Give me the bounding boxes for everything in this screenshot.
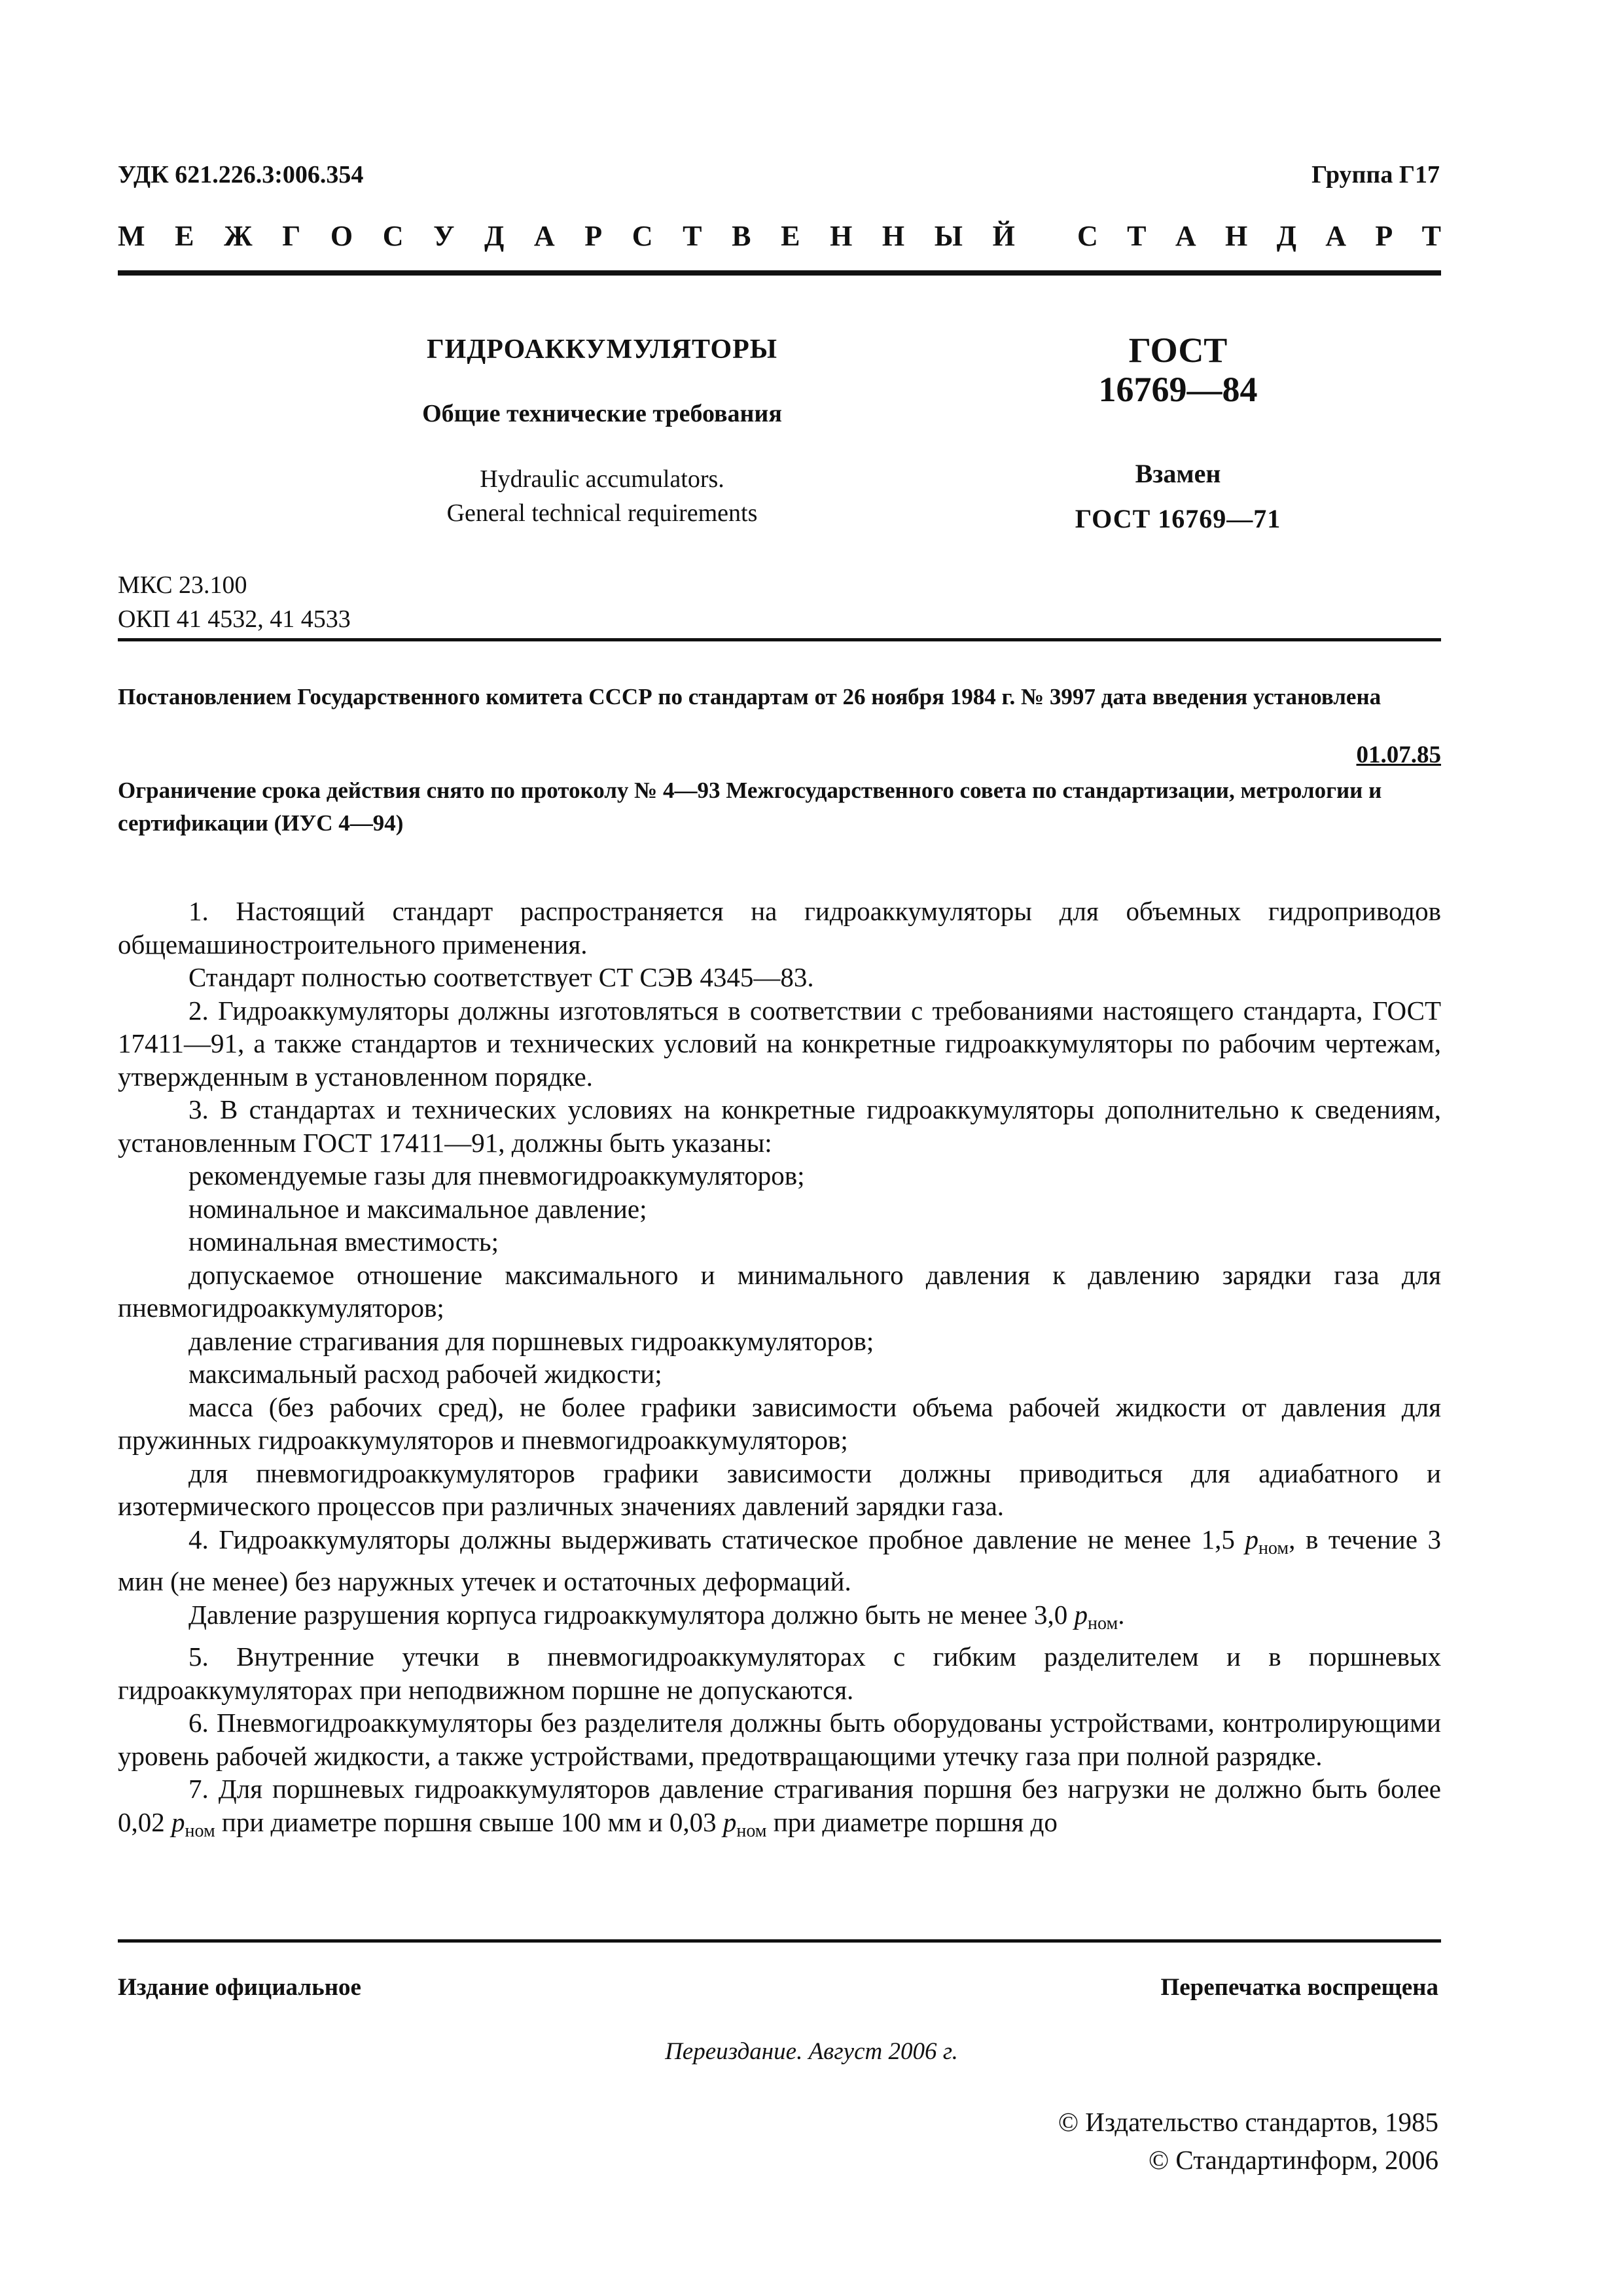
clause-4-burst-pressure xyxy=(118,1598,1441,1641)
clause-2: 2. Гидроаккумуляторы должны изготовляться в соответствии с требованиями настоящего стандарта, ГОСТ 17411—91, а также стандартов и технических условий на конкретные гидроаккумуляторы по рабочим чертежам, утвержденным в установленном порядке. xyxy=(118,995,1441,1092)
banner-interstate-letter: Е xyxy=(175,219,194,252)
clause-7-text-a: 7. Для поршневых гидроаккумуляторов давление страгивания поршня без нагрузки не должно быть более 0,02 xyxy=(118,1774,1441,1837)
clause-3-item: допускаемое отношение максимального и минимального давления к давлению зарядки газа для пневмогидроаккумуляторов; xyxy=(118,1259,1441,1323)
udk-code: УДК 621.226.3:006.354 xyxy=(118,161,364,188)
replaces-number: ГОСТ 16769—71 xyxy=(1075,504,1281,533)
clause-3: 3. В стандартах и технических условиях на конкретные гидроаккумуляторы дополнительно к сведениям, установленным ГОСТ 17411—91, должны быть указаны: xyxy=(118,1094,1441,1158)
p-nom-subscript: ном xyxy=(185,1820,215,1841)
banner-interstate-letter: Г xyxy=(282,219,301,252)
p-nom-subscript: ном xyxy=(1258,1537,1289,1558)
copyright-block xyxy=(1058,2103,1438,2179)
group-code: Группа Г17 xyxy=(1311,161,1440,188)
banner-interstate-letter: С xyxy=(382,219,404,252)
english-title-line2: General technical requirements xyxy=(446,499,758,527)
clause-3-item: максимальный расход рабочей жидкости; xyxy=(188,1359,662,1389)
clause-1: 1. Настоящий стандарт распространяется на гидроаккумуляторы для объемных гидроприводов общемашиностроительного применения. xyxy=(118,896,1441,960)
banner-standard-letter: А xyxy=(1325,219,1347,252)
english-title xyxy=(363,462,841,530)
clause-4-text-b: , в течение 3 мин (не менее) без наружных утечек и остаточных деформаций. xyxy=(118,1524,1441,1596)
clause-3-item: давление страгивания для поршневых гидроаккумуляторов; xyxy=(188,1325,874,1356)
banner-standard-letter: Д xyxy=(1276,219,1296,252)
title-block xyxy=(363,334,841,530)
clause-6: 6. Пневмогидроаккумуляторы без разделителя должны быть оборудованы устройствами, контролирующими уровень рабочей жидкости, а также устройствами, предотвращающими утечку газа при полной разрядке. xyxy=(118,1708,1441,1771)
clause-3-item: масса (без рабочих сред), не более графики зависимости объема рабочей жидкости от давления для пружинных гидроаккумуляторов и пневмогидроаккумуляторов; xyxy=(118,1391,1441,1455)
clause-4 xyxy=(118,1523,1441,1598)
validity-limit-note: Ограничение срока действия снято по протоколу № 4—93 Межгосударственного совета по стандартизации, метрологии и сертификации (ИУС 4—94) xyxy=(118,778,1382,836)
doc-title: ГИДРОАККУМУЛЯТОРЫ xyxy=(426,334,778,365)
clause-3-item: рекомендуемые газы для пневмогидроаккумуляторов; xyxy=(188,1160,805,1191)
banner-interstate-letter: С xyxy=(632,219,653,252)
p-nom-subscript: ном xyxy=(736,1820,767,1841)
p-nom-subscript: ном xyxy=(1088,1613,1118,1634)
interstate-standard-banner xyxy=(118,216,1441,255)
banner-interstate-letter: Ж xyxy=(224,219,253,252)
banner-interstate-letter: Ы xyxy=(934,219,963,252)
official-edition-label: Издание официальное xyxy=(118,1974,361,2001)
clause-7 xyxy=(118,1772,1441,1848)
banner-interstate-letter: Н xyxy=(830,219,853,252)
banner-standard-letter: Н xyxy=(1225,219,1248,252)
reprint-prohibited-label: Перепечатка воспрещена xyxy=(1160,1974,1438,2001)
banner-standard-letter: Р xyxy=(1375,219,1393,252)
standard-body xyxy=(118,895,1441,1848)
okp-code: ОКП 41 4532, 41 4533 xyxy=(118,605,351,633)
doc-subtitle: Общие технические требования xyxy=(422,400,782,427)
clause-1-compliance: Стандарт полностью соответствует СТ СЭВ 4345—83. xyxy=(188,962,814,992)
banner-standard-letter: Т xyxy=(1127,219,1147,252)
clause-4c-text-a: Давление разрушения корпуса гидроаккумулятора должно быть не менее 3,0 xyxy=(188,1599,1075,1630)
clause-5: 5. Внутренние утечки в пневмогидроаккумуляторах с гибким разделителем и в поршневых гидроаккумуляторах при неподвижном поршне не допускаются. xyxy=(118,1641,1441,1705)
mks-code: МКС 23.100 xyxy=(118,571,247,599)
banner-interstate-letter: В xyxy=(732,219,751,252)
p-nom-symbol: p xyxy=(171,1806,185,1837)
banner-standard-letter: С xyxy=(1077,219,1098,252)
banner-interstate-letter: О xyxy=(330,219,353,252)
banner-interstate-letter: Д xyxy=(484,219,505,252)
banner-word-standard xyxy=(1077,219,1441,253)
english-title-line1: Hydraulic accumulators. xyxy=(480,465,724,493)
banner-interstate-letter: У xyxy=(433,219,455,252)
clause-3-item: номинальная вместимость; xyxy=(188,1227,499,1257)
footer-rule xyxy=(118,1939,1441,1943)
classification-codes xyxy=(118,568,351,636)
banner-interstate-letter: Е xyxy=(781,219,800,252)
copyright-line-2: © Стандартинформ, 2006 xyxy=(1149,2145,1438,2175)
gost-label: ГОСТ xyxy=(1128,331,1228,370)
reissue-note: Переиздание. Август 2006 г. xyxy=(665,2038,958,2065)
clause-3-item: для пневмогидроаккумуляторов графики зависимости должны приводиться для адиабатного и изотермического процессов при различных значениях давлений зарядки газа. xyxy=(118,1458,1441,1521)
banner-interstate-letter: Т xyxy=(683,219,702,252)
clause-7-text-c: при диаметре поршня до xyxy=(766,1806,1058,1837)
banner-interstate-letter: Н xyxy=(882,219,905,252)
gost-designation-block xyxy=(1021,331,1335,534)
banner-interstate-letter: А xyxy=(533,219,555,252)
banner-word-interstate xyxy=(118,219,1077,253)
header-rule xyxy=(118,638,1441,641)
copyright-line-1: © Издательство стандартов, 1985 xyxy=(1058,2107,1438,2137)
banner-interstate-letter: Й xyxy=(992,219,1015,252)
clause-7-text-b: при диаметре поршня свыше 100 мм и 0,03 xyxy=(215,1806,723,1837)
gost-number: 16769—84 xyxy=(1098,370,1258,409)
p-nom-symbol: p xyxy=(1245,1524,1258,1554)
introduction-date: 01.07.85 xyxy=(1356,742,1441,768)
replaces-label: Взамен xyxy=(1135,459,1221,488)
banner-interstate-letter: Р xyxy=(584,219,603,252)
banner-interstate-letter: М xyxy=(118,219,145,252)
clause-4-text-a: 4. Гидроаккумуляторы должны выдерживать статическое пробное давление не менее 1,5 xyxy=(188,1524,1245,1554)
top-rule xyxy=(118,270,1441,276)
clause-3-item: номинальное и максимальное давление; xyxy=(188,1193,647,1224)
p-nom-symbol: p xyxy=(722,1806,737,1837)
banner-standard-letter: Т xyxy=(1421,219,1441,252)
p-nom-symbol: p xyxy=(1074,1599,1088,1630)
banner-standard-letter: А xyxy=(1175,219,1196,252)
clause-4c-text-b: . xyxy=(1118,1599,1125,1630)
decree-text: Постановлением Государственного комитета СССР по стандартам от 26 ноября 1984 г. № 3997 дата введения установлена xyxy=(118,684,1382,709)
